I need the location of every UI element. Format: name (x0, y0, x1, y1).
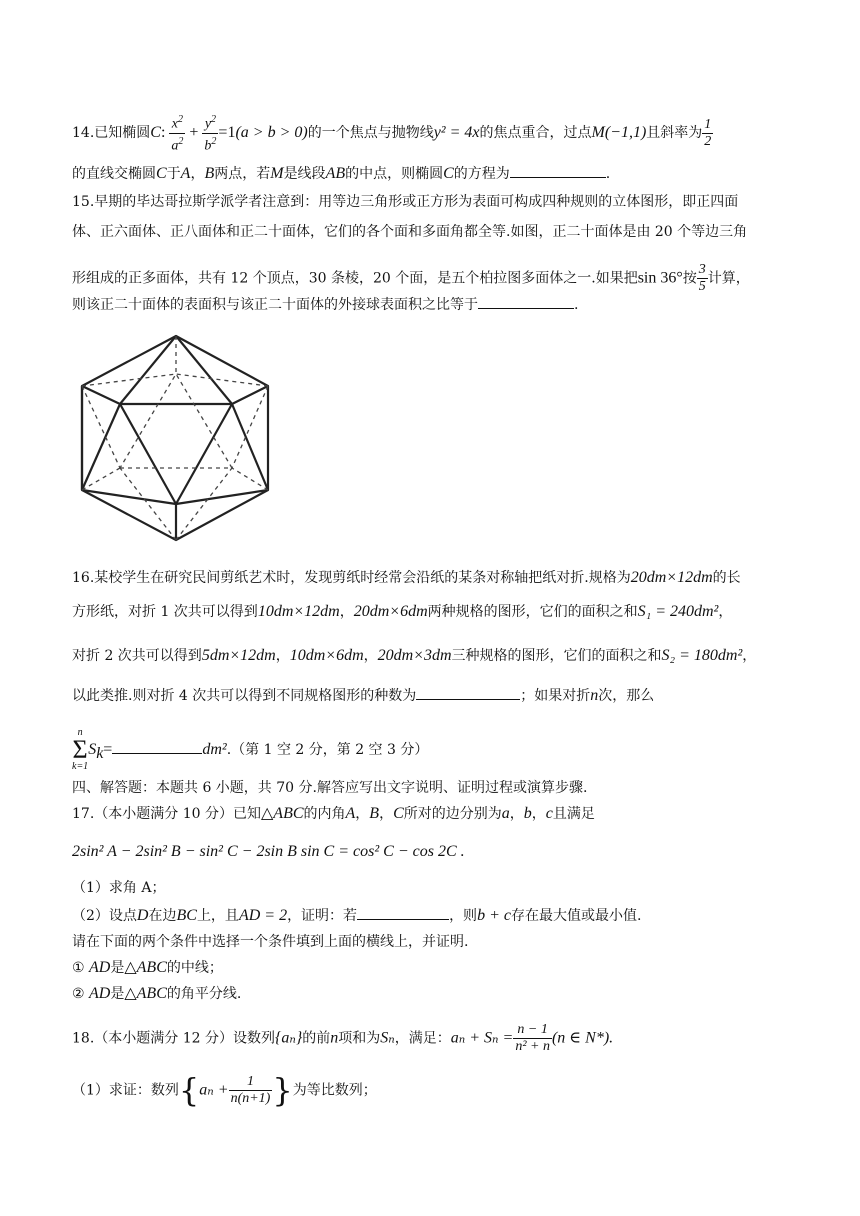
q15-frac: $\frac{3}{5}$ (698, 262, 706, 294)
q18-part1: （1）求证：数列{aₙ + $\frac{1}{n(n+1)}$ }为等比数列； (72, 1071, 377, 1110)
q15-line1: 15.早期的毕达哥拉斯学派学者注意到：用等边三角形或正方形为表面可构成四种规则的立体图形，即正四面 (72, 194, 739, 210)
q17-option1: ① AD是△ABC的中线； (72, 959, 223, 976)
summation-symbol: n Σ k=1 (72, 727, 89, 772)
q17-line1: 17.（本小题满分 10 分）已知△ABC的内角A，B，C所对的边分别为a，b，c且满足 (72, 805, 595, 822)
q17-part1: （1）求角 A； (72, 880, 166, 896)
q18-frac: $\frac{n - 1}{\text{n² + n}}$ (515, 1022, 550, 1054)
q16-line4: 以此类推.则对折 4 次共可以得到不同规格图形的种数为 ；如果对折n次，那么 (72, 687, 655, 704)
q14-frac-y: $\frac{y^2}{b^2}$ (204, 114, 217, 154)
q16-answer-blank-2 (112, 741, 202, 754)
q17-answer-blank (357, 907, 449, 920)
q16-line1: 16.某校学生在研究民间剪纸艺术时，发现剪纸时经常会沿纸的某条对称轴把纸对折.规格为20dm×12dm的长 (72, 569, 741, 586)
q16-answer-blank-1 (416, 687, 520, 700)
q18-line1: 18.（本小题满分 12 分）设数列{aₙ}的前n项和为Sₙ，满足：aₙ + Sₙ = $\frac{n - 1}{\text{n² + n}}$ (n ∈ N*). (72, 1022, 614, 1054)
q17-option2: ② AD是△ABC的角平分线. (72, 985, 242, 1002)
q14-frac-x: $\frac{x^2}{a^2}$ (171, 114, 184, 154)
q16-line3: 对折 2 次共可以得到5dm×12dm，10dm×6dm，20dm×3dm三种规格的图形，它们的面积之和S₂ = 180dm²， (72, 647, 757, 664)
q14-answer-blank (510, 165, 606, 178)
icosahedron-figure (76, 330, 276, 546)
q14-slope-frac: $\frac{1}{2}$ (704, 116, 712, 149)
q16-line2: 方形纸，对折 1 次共可以得到10dm×12dm，20dm×6dm两种规格的图形，它们的面积之和S₁ = 240dm²， (72, 603, 733, 620)
q15-line2: 体、正六面体、正八面体和正二十面体，它们的各个面和多面角都全等.如图，正二十面体是由 20 个等边三角 (72, 224, 748, 240)
section4-heading: 四、解答题：本题共 6 小题，共 70 分.解答应写出文字说明、证明过程或演算步骤. (72, 780, 588, 796)
q17-instruction: 请在下面的两个条件中选择一个条件填到上面的横线上，并证明. (72, 934, 469, 950)
q15-line3: 形组成的正多面体，共有 12 个顶点，30 条棱，20 个面，是五个柏拉图多面体之一.如果把sin 36°按 $\frac{3}{5}$ 计算， (72, 262, 750, 294)
q17-equation: 2sin² A − 2sin² B − sin² C − 2sin B sin C = cos² C − cos 2C . (72, 843, 465, 860)
q14-line2: 的直线交椭圆C于A，B两点，若M是线段AB的中点，则椭圆C的方程为 . (72, 165, 611, 182)
q15-answer-blank (478, 296, 574, 309)
q17-part2: （2）设点D在边BC上，且AD = 2，证明：若 ，则b + c存在最大值或最小值. (72, 907, 642, 924)
q15-line4: 则该正二十面体的表面积与该正二十面体的外接球表面积之比等于 . (72, 297, 579, 313)
q14-line1: 14.已知椭圆C: $\frac{x^2}{a^2}$ + $\frac{y^2}{b^2}$ =1(a > b > 0)的一个焦点与抛物线y² = 4x的焦点重合，过点M(−1,1)且斜率为 $\frac{1}{2}$ (72, 114, 712, 154)
q18-part1-frac: $\frac{1}{n(n+1)}$ (230, 1074, 271, 1106)
q16-line5: n Σ k=1 $S_k= dm^2$.（第 1 空 2 分，第 2 空 3 分） (72, 727, 429, 772)
